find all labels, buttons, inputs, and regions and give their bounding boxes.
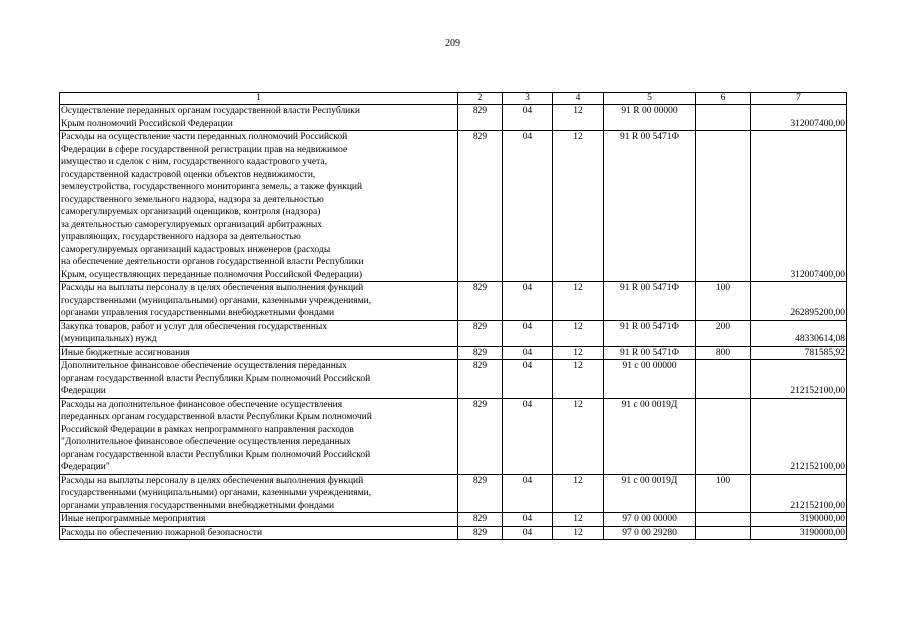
header-col-1: 1 (60, 93, 458, 105)
row-name: Осуществление переданных органам государственной власти Республики Крым полномочий Российской Федерации (60, 105, 458, 131)
admin-code: 829 (458, 360, 503, 399)
section-code: 04 (503, 513, 553, 527)
header-col-5: 5 (604, 93, 696, 105)
subsection-code: 12 (553, 398, 604, 474)
section-code: 04 (503, 360, 553, 399)
expense-type-code (696, 526, 751, 540)
table-row (60, 474, 847, 513)
admin-code: 829 (458, 513, 503, 527)
amount: 3190000,00 (751, 513, 847, 527)
expense-type-code (696, 513, 751, 527)
expense-type-code (696, 398, 751, 474)
target-article-code: 97 0 00 00000 (604, 513, 696, 527)
admin-code: 829 (458, 320, 503, 346)
target-article-code: 91 R 00 00000 (604, 105, 696, 131)
budget-table (59, 92, 847, 540)
table-row (60, 320, 847, 346)
target-article-code: 91 с 00 0019Д (604, 398, 696, 474)
amount: 262895200,00 (751, 282, 847, 321)
expense-type-code: 100 (696, 282, 751, 321)
amount: 781585,92 (751, 346, 847, 360)
section-code: 04 (503, 398, 553, 474)
table-row (60, 282, 847, 321)
subsection-code: 12 (553, 131, 604, 282)
expense-type-code (696, 360, 751, 399)
admin-code: 829 (458, 526, 503, 540)
subsection-code: 12 (553, 105, 604, 131)
section-code: 04 (503, 131, 553, 282)
subsection-code: 12 (553, 320, 604, 346)
subsection-code: 12 (553, 474, 604, 513)
amount: 312007400,00 (751, 105, 847, 131)
amount: 212152100,00 (751, 360, 847, 399)
amount: 212152100,00 (751, 398, 847, 474)
expense-type-code: 100 (696, 474, 751, 513)
header-col-2: 2 (458, 93, 503, 105)
target-article-code: 97 0 00 29280 (604, 526, 696, 540)
row-name: Закупка товаров, работ и услуг для обеспечения государственных (муниципальных) нужд (60, 320, 458, 346)
table-header-row (60, 93, 847, 105)
row-name: Иные непрограммные мероприятия (60, 513, 458, 527)
amount: 312007400,00 (751, 131, 847, 282)
amount: 212152100,00 (751, 474, 847, 513)
admin-code: 829 (458, 398, 503, 474)
expense-type-code: 200 (696, 320, 751, 346)
row-name: Расходы на выплаты персоналу в целях обеспечения выполнения функций государственными (муниципальными) органами, казенными учреждениями, органами управления государственными внебюджетными фондами (60, 282, 458, 321)
section-code: 04 (503, 105, 553, 131)
admin-code: 829 (458, 474, 503, 513)
target-article-code: 91 R 00 5471Ф (604, 282, 696, 321)
admin-code: 829 (458, 131, 503, 282)
row-name: Расходы по обеспечению пожарной безопасности (60, 526, 458, 540)
target-article-code: 91 R 00 5471Ф (604, 346, 696, 360)
target-article-code: 91 R 00 5471Ф (604, 320, 696, 346)
table-row (60, 105, 847, 131)
table-row (60, 131, 847, 282)
target-article-code: 91 с 00 00000 (604, 360, 696, 399)
subsection-code: 12 (553, 360, 604, 399)
row-name: Расходы на осуществление части переданных полномочий Российской Федерации в сфере государственной регистрации прав на недвижимое имущество и сделок с ним, государственного кадастрового учета, государственной кадастровой оценки объектов недвижимости, землеустройства, государственного мониторинга земель, а также функций государственного земельного надзора, надзора за деятельностью саморегулируемых организаций оценщиков, контроля (надзора) за деятельностью саморегулируемых организаций арбитражных управляющих, государственного надзора за деятельностью саморегулируемых организаций кадастровых инженеров (расходы на обеспечение деятельности органов государственной власти Республики Крым, осуществляющих переданные полномочия Российской Федерации) (60, 131, 458, 282)
subsection-code: 12 (553, 526, 604, 540)
table-row (60, 526, 847, 540)
header-col-4: 4 (553, 93, 604, 105)
expense-type-code (696, 131, 751, 282)
admin-code: 829 (458, 282, 503, 321)
table-row (60, 398, 847, 474)
subsection-code: 12 (553, 282, 604, 321)
header-col-7: 7 (751, 93, 847, 105)
section-code: 04 (503, 346, 553, 360)
row-name: Расходы на выплаты персоналу в целях обеспечения выполнения функций государственными (муниципальными) органами, казенными учреждениями, органами управления государственными внебюджетными фондами (60, 474, 458, 513)
expense-type-code: 800 (696, 346, 751, 360)
page-number: 209 (445, 38, 460, 49)
table-row (60, 513, 847, 527)
expense-type-code (696, 105, 751, 131)
admin-code: 829 (458, 105, 503, 131)
section-code: 04 (503, 320, 553, 346)
amount: 3190000,00 (751, 526, 847, 540)
header-col-3: 3 (503, 93, 553, 105)
subsection-code: 12 (553, 346, 604, 360)
target-article-code: 91 с 00 0019Д (604, 474, 696, 513)
row-name: Иные бюджетные ассигнования (60, 346, 458, 360)
table-row (60, 360, 847, 399)
section-code: 04 (503, 526, 553, 540)
amount: 48330614,08 (751, 320, 847, 346)
section-code: 04 (503, 474, 553, 513)
subsection-code: 12 (553, 513, 604, 527)
admin-code: 829 (458, 346, 503, 360)
row-name: Расходы на дополнительное финансовое обеспечение осуществления переданных органам государственной власти Республики Крым полномочий Российской Федерации в рамках непрограммного направления расходов "Дополнительное финансовое обеспечение осуществления переданных органам государственной власти Республики Крым полномочий Российской Федерации" (60, 398, 458, 474)
section-code: 04 (503, 282, 553, 321)
header-col-6: 6 (696, 93, 751, 105)
table-row (60, 346, 847, 360)
target-article-code: 91 R 00 5471Ф (604, 131, 696, 282)
row-name: Дополнительное финансовое обеспечение осуществления переданных органам государственной власти Республики Крым полномочий Российской Федерации (60, 360, 458, 399)
